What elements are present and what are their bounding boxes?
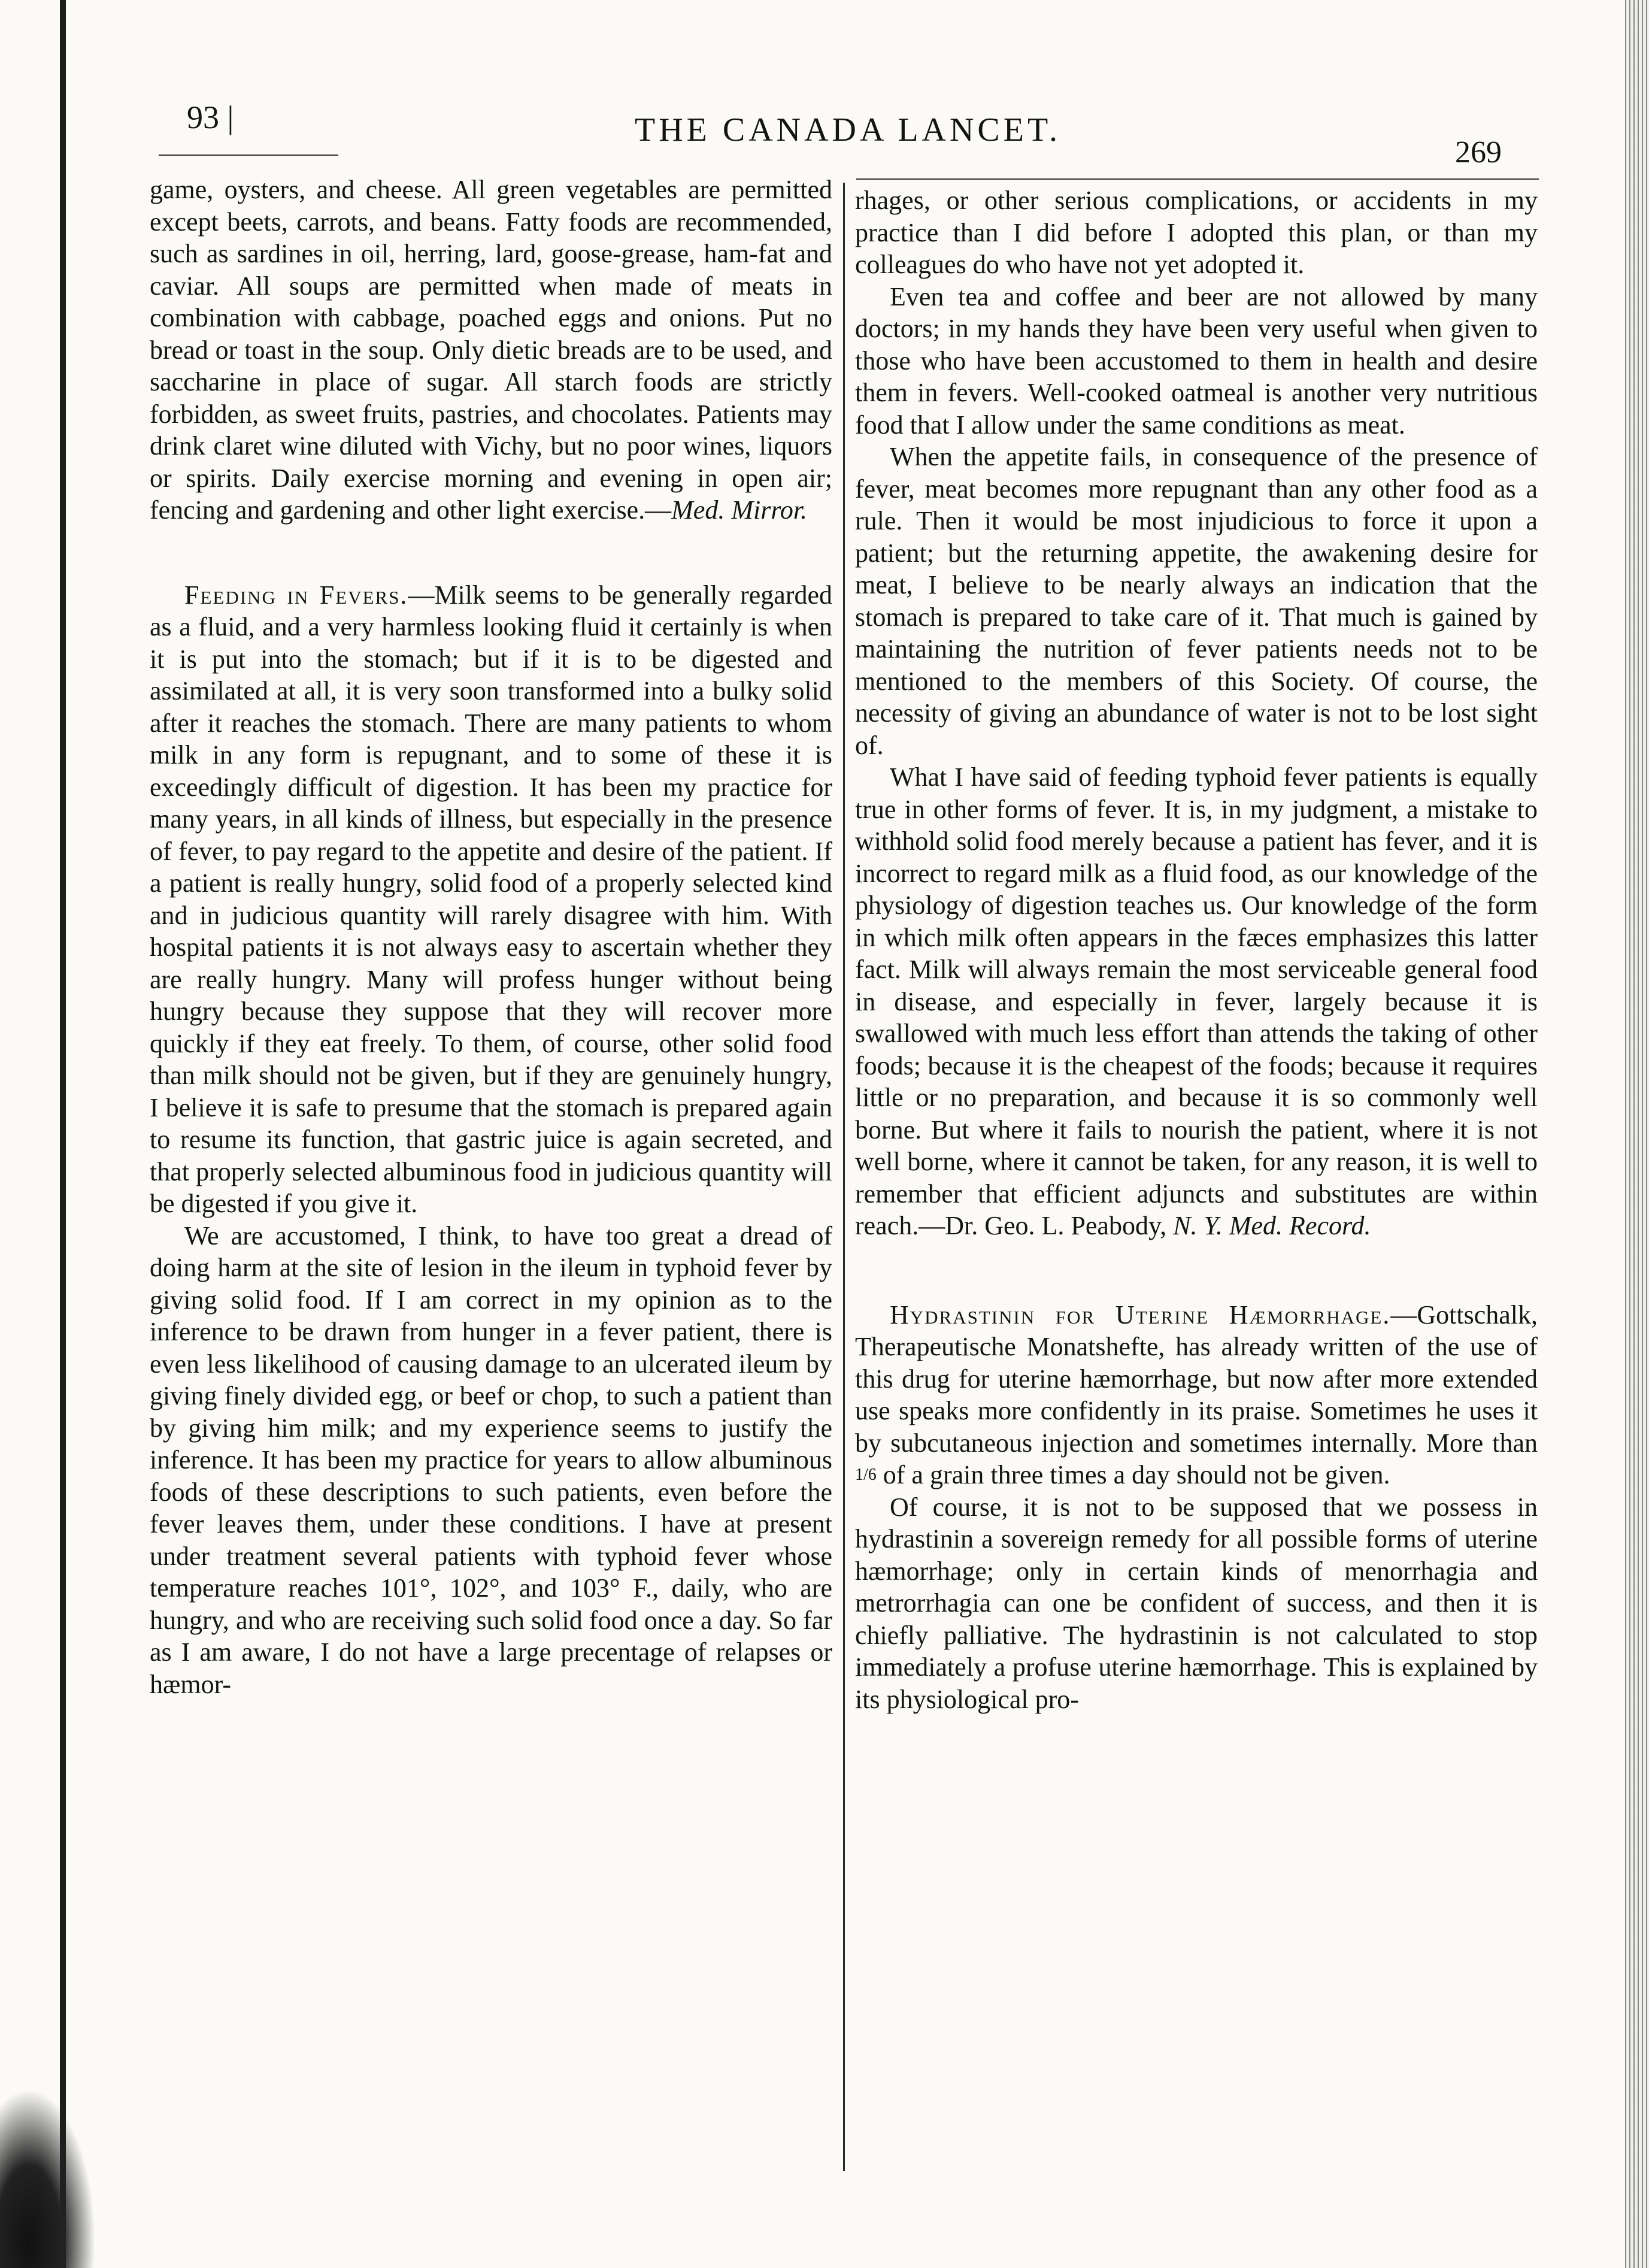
hydrastinin-text-a: —Gottschalk, Therapeutische Monatshefte, has already written of the use of this drug for uterine hæmorrhage, but now after more extended use speaks more confidently in its praise. Sometimes he uses it by subcutaneous injection and sometimes internally. More than: [855, 1300, 1538, 1458]
diet-source: Med. Mirror.: [671, 495, 808, 525]
scan-corner-shadow: [0, 2088, 96, 2268]
feeding-in-fevers-paragraph: [150, 579, 832, 1220]
dose-fraction: 1/6: [855, 1465, 877, 1484]
typhoid-feeding-text: What I have said of feeding typhoid fever patients is equally true in other forms of fever. It is, in my judgment, a mistake to withhold solid food merely because a patient has fever, and it is incorrect to regard milk as a fluid food, as our knowledge of the physiology of digestion teaches us. Our knowledge of the form in which milk often appears in the fæces emphasizes this latter fact. Milk will always remain the most serviceable general food in disease, and especially in fever, largely because it is swallowed with much less effort than attends the taking of other foods; because it is the cheapest of the foods; because it requires little or no preparation, and because it is so commonly well borne. But where it fails to nourish the patient, where it is not well borne, where it cannot be taken, for any reason, it is well to remember that efficient adjuncts and substitutes are within reach.—Dr. Geo. L. Peabody,: [855, 762, 1538, 1240]
page-number: 269: [1455, 135, 1502, 169]
record-source: N. Y. Med. Record.: [1173, 1211, 1371, 1240]
section-gap: [150, 526, 832, 579]
continuation-paragraph: rhages, or other serious complications, or accidents in my practice than I did before I adopted this plan, or than my colleagues do who have not yet adopted it.: [855, 186, 1538, 279]
hydrastinin-text-b: of a grain three times a day should not be given.: [883, 1460, 1390, 1489]
right-column: [855, 184, 1538, 1715]
feeding-in-fevers-heading: Feeding in Fevers.: [184, 580, 408, 610]
header-rule-left: [159, 155, 338, 156]
typhoid-feeding-paragraph: [855, 761, 1538, 1242]
left-column: [150, 174, 832, 1700]
hydrastinin-heading: Hydrastinin for Uterine Hæmorrhage.: [890, 1300, 1391, 1330]
section-gap: [855, 1242, 1538, 1299]
hydrastinin-paragraph-2: Of course, it is not to be supposed that we possess in hydrastinin a sovereign remedy for all possible forms of uterine hæmorrhage; only in certain kinds of menorrhagia and metrorrhagia can one be confident of success, and then it is chiefly palliative. The hydrastinin is not calculated to stop immediately a profuse uterine hæmorrhage. This is explained by its physiological pro-: [855, 1492, 1538, 1714]
diet-paragraph-text: game, oysters, and cheese. All green vegetables are permitted except beets, carrots, and beans. Fatty foods are recommended, such as sardines in oil, herring, lard, goose-grease, ham-fat and caviar. All soups are permitted when made of meats in combination with cabbage, poached eggs and onions. Put no bread or toast in the soup. Only dietic breads are to be used, and saccharine in place of sugar. All starch foods are strictly forbidden, as sweet fruits, pastries, and chocolates. Patients may drink claret wine diluted with Vichy, but no poor wines, liquors or spirits. Daily exercise morning and evening in open air; fencing and gardening and other light exercise.—: [150, 175, 832, 525]
diet-paragraph: [150, 174, 832, 526]
header-rule-right: [856, 178, 1539, 180]
running-title: THE CANADA LANCET.: [635, 111, 1062, 149]
binding-spine-shadow: [60, 0, 66, 2268]
feeding-paragraph-2: We are accustomed, I think, to have too great a dread of doing harm at the site of lesion in the ileum in typhoid fever by giving solid food. If I am correct in my opinion as to the inference to be drawn from hunger in a fever patient, there is even less likelihood of causing damage to an ulcerated ileum by giving finely divided egg, or beef or chop, to such a patient than by giving him milk; and my experience seems to justify the inference. It has been my practice for years to allow albuminous foods of these descriptions to such patients, even before the fever leaves them, under these conditions. I have at present under treatment several patients with typhoid fever whose temperature reaches 101°, 102°, and 103° F., daily, who are hungry, and who are receiving such solid food once a day. So far as I am aware, I do not have a large precentage of relapses or hæmor-: [150, 1221, 832, 1699]
feeding-paragraph-1: —Milk seems to be generally regarded as a fluid, and a very harmless looking fluid it certainly is when it is put into the stomach; but if it is to be digested and assimilated at all, it is very soon transformed into a bulky solid after it reaches the stomach. There are many patients to whom milk in any form is repugnant, and to some of these it is exceedingly difficult of digestion. It has been my practice for many years, in all kinds of illness, but especially in the presence of fever, to pay regard to the appetite and desire of the patient. If a patient is really hungry, solid food of a properly selected kind and in judicious quantity will rarely disagree with him. With hospital patients it is not always easy to ascertain whether they are really hungry. Many will profess hunger without being hungry because they suppose that they will recover more quickly if they eat freely. To them, of course, other solid food than milk should not be given, but if they are genuinely hungry, I believe it is safe to presume that the stomach is prepared again to resume its function, that gastric juice is again secreted, and that properly selected albuminous food in judicious quantity will be digested if you give it.: [150, 580, 832, 1218]
appetite-paragraph: When the appetite fails, in consequence of the presence of fever, meat becomes more repugnant than any other food as a rule. Then it would be most injudicious to force it upon a patient; but the returning appetite, the awakening desire for meat, I believe to be nearly always an indication that the stomach is prepared to take care of it. That much is gained by maintaining the nutrition of fever patients needs not to be mentioned to the members of this Society. Of course, the necessity of giving an abundance of water is not to be lost sight of.: [855, 442, 1538, 760]
column-divider: [843, 183, 845, 2171]
page-edge-stack: [1625, 0, 1649, 2268]
tea-coffee-paragraph: Even tea and coffee and beer are not allowed by many doctors; in my hands they have been very useful when given to those who have been accustomed to them in health and desire them in fevers. Well-cooked oatmeal is another very nutritious food that I allow under the same conditions as meat.: [855, 281, 1538, 440]
folio-mark: 93 |: [187, 99, 234, 135]
hydrastinin-paragraph: [855, 1299, 1538, 1491]
